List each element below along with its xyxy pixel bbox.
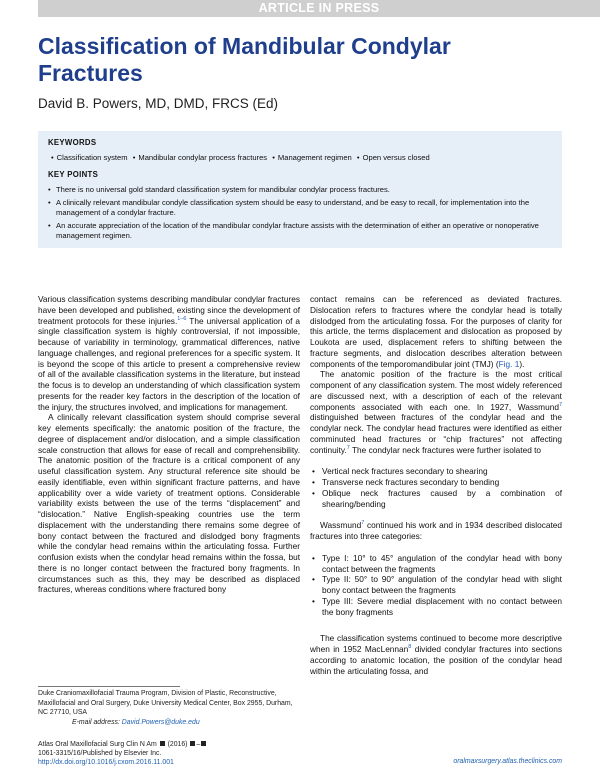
neck-fracture-list [310,466,562,509]
citation[interactable]: 8 [408,644,412,651]
right-paragraph-3: Wassmund$^7$ continued his work and in 1934 described dislocated fractures into three categories: [310,520,562,541]
citation[interactable]: 7 [346,444,350,451]
article-title [38,33,558,87]
author-name: David B. Powers, MD, DMD, FRCS (Ed) [38,96,279,111]
right-paragraph-4: The classification systems continued to become more descriptive when in 1952 MacLennan$^8$ divided condylar fractures into sections according to anatomic location, the position of the condylar head within the articulating fossa, and [310,633,562,676]
journal-url[interactable]: oralmaxsurgery.atlas.theclinics.com [453,758,562,765]
issn-line: 1061-3315/16/Published by Elsevier Inc. [38,749,162,757]
citation[interactable]: 7 [361,520,365,527]
keywords-box [38,131,562,248]
right-paragraph-1: contact remains can be referenced as deviated fractures. Dislocation refers to fractures where the condylar head is totally dislodged from the articulating fossa. For the purposes of clarity for this article, the terms displacement and dislocation as proposed by Loukota are used, displacement refers to shifting between the fracture segments, and dislocation describes alteration between components of the temporomandibular joint (TMJ) (Fig. 1). [310,294,562,369]
figure-link[interactable]: Fig. 1 [498,358,520,369]
citation[interactable]: 7 [558,401,562,408]
list-item: • Vertical neck fractures secondary to shearing [310,466,562,477]
keywords-list: • Classification system • Mandibular condylar process fractures • Management regimen • Open versus closed [51,153,430,162]
affiliation-text: Duke Craniomaxillofacial Trauma Program, Division of Plastic, Reconstructive, Maxillofacial and Oral Surgery, Duke University Medical Center, Box 2955, Durham, NC 27710, USA [38,690,293,716]
author-affiliation [38,689,300,727]
right-paragraph-2: The anatomic position of the fracture is the most critical component of any classification system. The most widely referenced are discussed next, with a description of each of the relevant components associated with each one. In 1927, Wassmund$^7$ distinguished between fractures of the condylar head and the condylar neck. The condylar head fractures were identified as either comminuted head fractures or “chip fractures” not affecting continuity.$^7$ The condylar neck fractures were further isolated to [310,369,562,455]
left-column [38,294,300,595]
email-link[interactable]: David.Powers@duke.edu [121,718,200,726]
key-point: • A clinically relevant mandibular condyle classification system should be easy to understand, and be easy to recall, for implementation into the management of a condylar fracture. [48,198,552,219]
journal-citation: Atlas Oral Maxillofacial Surg Clin N Am (2016) – [38,741,562,750]
citation[interactable]: 1–6 [177,315,187,322]
left-paragraph-1: Various classification systems describing mandibular condylar fractures have been developed and published, existing since the development of treatment protocols for these injuries.$^{1-6}$ The universal application of a single classification system is highly controversial, if not impossible, because of variability in terminology, grammatical differences, native language challenges, and regional preferences for a specific system. It is beyond the scope of this article to present a comprehensive review of all of the available classification systems in the literature, but instead the focus is to develop an understanding of which classification system presents for the reader key factors in the description of the location of the injury, the structures involved, and implications for management. [38,294,300,412]
keyword: Open versus closed [362,153,430,162]
list-item: • Transverse neck fractures secondary to bending [310,477,562,488]
key-point: • There is no universal gold standard classification system for mandibular condylar process fractures. [48,185,552,196]
footnote-divider [38,686,180,687]
doi-link[interactable]: http://dx.doi.org/10.1016/j.cxom.2016.11.001 [38,758,174,766]
page-footer [38,741,562,767]
title-line-2: Fractures [38,60,143,86]
article-in-press-banner: ARTICLE IN PRESS [38,0,600,17]
list-item: • Type II: 50° to 90° angulation of the condylar head with slight bony contact between the fragments [310,574,562,596]
key-points-heading: KEY POINTS [48,170,99,179]
keywords-heading: KEYWORDS [48,138,97,147]
keyword: Classification system [56,153,128,162]
dislocation-type-list [310,553,562,618]
list-item: • Oblique neck fractures caused by a combination of shearing/bending [310,488,562,510]
list-item: • Type III: Severe medial displacement with no contact between the bony fragments [310,596,562,618]
right-column [310,294,562,676]
title-line-1: Classification of Mandibular Condylar [38,33,451,59]
keyword: Mandibular condylar process fractures [138,153,268,162]
key-point: • An accurate appreciation of the location of the mandibular condylar fracture assists with the determination of either an operative or nonoperative management regimen. [48,221,552,242]
keyword: Management regimen [277,153,352,162]
list-item: • Type I: 10° to 45° angulation of the condylar head with bony contact between the fragments [310,553,562,575]
left-paragraph-2: A clinically relevant classification system should comprise several key elements specifically: the anatomic position of the fracture, the degree of displacement and/or dislocation, and a simple classification scale construction that allows for ease of recall and comprehensibility. The anatomic position of the fracture is a critical component of any useful classification system. Any structural reference site should be easily identifiable, even within significant fracture patterns, and have applicability over a wide variety of treatment options. Considerable variability exists between the use of the terms “displacement” and “dislocation.” Native English-speaking countries use the term displacement with the understanding there remains some degree of bony contact between the fractured and dislodged bony fragments while the condylar head remains within the articulating fossa. Further confusion exists when the condylar head remains within the fossa, but there is no longer contact between the fractured bony fragments. In circumstances such as this, they may be described as displaced fractures, whereas conditions where fractured bony [38,412,300,595]
email-line: E-mail address: David.Powers@duke.edu [72,718,200,726]
